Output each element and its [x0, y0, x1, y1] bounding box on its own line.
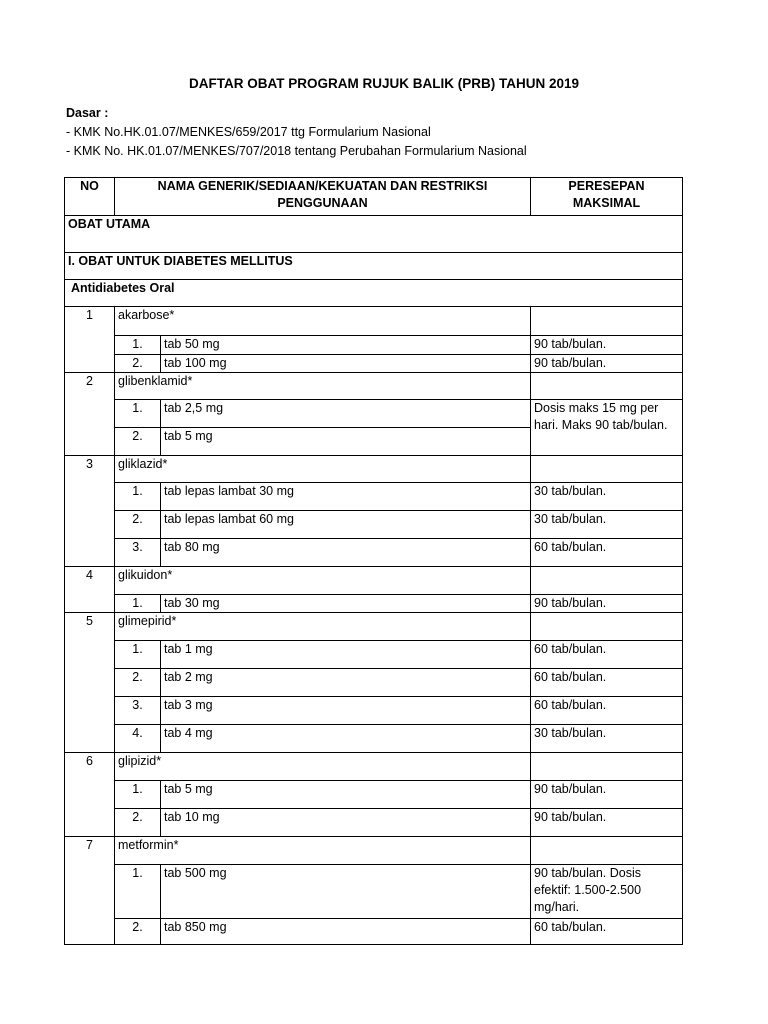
form-max-prescription: 60 tab/bulan.: [531, 539, 683, 567]
drug-row: [65, 373, 683, 400]
header-peresepan: PERESEPAN MAKSIMAL: [531, 178, 683, 216]
drug-name: glibenklamid*: [115, 373, 531, 400]
form-max-prescription: 90 tab/bulan.: [531, 336, 683, 355]
form-description: tab lepas lambat 60 mg: [161, 511, 531, 539]
form-description: tab 3 mg: [161, 697, 531, 725]
section-obat-utama: OBAT UTAMA: [65, 216, 683, 253]
dasar-line: - KMK No.HK.01.07/MENKES/659/2017 ttg Formularium Nasional: [66, 125, 431, 139]
dasar-line: - KMK No. HK.01.07/MENKES/707/2018 tentang Perubahan Formularium Nasional: [66, 144, 527, 158]
form-number: 1.: [115, 595, 161, 613]
form-max-prescription: 60 tab/bulan.: [531, 641, 683, 669]
form-number: 1.: [115, 483, 161, 511]
form-description: tab 80 mg: [161, 539, 531, 567]
form-description: tab 500 mg: [161, 865, 531, 919]
form-description: tab 2,5 mg: [161, 400, 531, 428]
drug-no: 4: [65, 567, 115, 613]
form-row: [65, 511, 683, 539]
drug-name: glikuidon*: [115, 567, 531, 595]
drug-max-empty: [531, 613, 683, 641]
form-max-prescription: 60 tab/bulan.: [531, 919, 683, 945]
form-max-prescription: 90 tab/bulan.: [531, 781, 683, 809]
form-number: 1.: [115, 865, 161, 919]
form-number: 2.: [115, 809, 161, 837]
drug-no: 3: [65, 456, 115, 567]
drug-max-empty: [531, 307, 683, 336]
form-number: 1.: [115, 336, 161, 355]
form-description: tab 1 mg: [161, 641, 531, 669]
form-max-prescription: 30 tab/bulan.: [531, 483, 683, 511]
drug-name: gliklazid*: [115, 456, 531, 483]
drug-name: glimepirid*: [115, 613, 531, 641]
drug-max-empty: [531, 373, 683, 400]
form-number: 2.: [115, 669, 161, 697]
form-max-prescription: 30 tab/bulan.: [531, 725, 683, 753]
form-description: tab 5 mg: [161, 781, 531, 809]
header-nama: NAMA GENERIK/SEDIAAN/KEKUATAN DAN RESTRIKSI PENGGUNAAN: [115, 178, 531, 216]
form-row: [65, 483, 683, 511]
form-description: tab 4 mg: [161, 725, 531, 753]
form-max-prescription: 90 tab/bulan.: [531, 809, 683, 837]
section-diabetes: I. OBAT UNTUK DIABETES MELLITUS: [65, 253, 683, 280]
form-description: tab 10 mg: [161, 809, 531, 837]
form-row: [65, 355, 683, 373]
table-header-row: [65, 178, 683, 216]
drug-max-empty: [531, 567, 683, 595]
drug-no: 6: [65, 753, 115, 837]
drug-no: 2: [65, 373, 115, 456]
form-number: 2.: [115, 919, 161, 945]
form-row: [65, 595, 683, 613]
drug-name: akarbose*: [115, 307, 531, 336]
form-number: 2.: [115, 355, 161, 373]
form-row: [65, 809, 683, 837]
drug-no: 7: [65, 837, 115, 945]
form-number: 2.: [115, 428, 161, 456]
form-number: 1.: [115, 400, 161, 428]
form-max-prescription: 90 tab/bulan. Dosis efektif: 1.500-2.500 mg/hari.: [531, 865, 683, 919]
drug-max-empty: [531, 456, 683, 483]
form-description: tab 100 mg: [161, 355, 531, 373]
form-max-prescription: 60 tab/bulan.: [531, 669, 683, 697]
subsection-row: [65, 280, 683, 307]
form-row: [65, 336, 683, 355]
form-description: tab 850 mg: [161, 919, 531, 945]
header-no: NO: [65, 178, 115, 216]
form-max-prescription: 90 tab/bulan.: [531, 355, 683, 373]
form-number: 3.: [115, 697, 161, 725]
form-number: 1.: [115, 641, 161, 669]
drug-table: [64, 177, 683, 945]
form-number: 1.: [115, 781, 161, 809]
form-row: [65, 781, 683, 809]
form-description: tab 50 mg: [161, 336, 531, 355]
dasar-label: Dasar :: [66, 106, 109, 120]
form-number: 2.: [115, 511, 161, 539]
form-row: [65, 725, 683, 753]
form-row: [65, 669, 683, 697]
drug-name: metformin*: [115, 837, 531, 865]
drug-row: [65, 837, 683, 865]
drug-no: 1: [65, 307, 115, 373]
subsection-antidiabetes: Antidiabetes Oral: [65, 280, 683, 307]
form-max-prescription: 60 tab/bulan.: [531, 697, 683, 725]
form-row: [65, 865, 683, 919]
form-number: 4.: [115, 725, 161, 753]
form-row: [65, 919, 683, 945]
form-row: [65, 697, 683, 725]
form-row: [65, 539, 683, 567]
drug-max-empty: [531, 753, 683, 781]
drug-row: [65, 456, 683, 483]
form-number: 3.: [115, 539, 161, 567]
drug-row: [65, 307, 683, 336]
drug-name: glipizid*: [115, 753, 531, 781]
drug-max-empty: [531, 837, 683, 865]
document-title: DAFTAR OBAT PROGRAM RUJUK BALIK (PRB) TAHUN 2019: [188, 76, 579, 91]
form-row: [65, 641, 683, 669]
section-row: [65, 216, 683, 253]
form-description: tab 30 mg: [161, 595, 531, 613]
form-max-prescription: 30 tab/bulan.: [531, 511, 683, 539]
drug-row: [65, 753, 683, 781]
form-description: tab 5 mg: [161, 428, 531, 456]
form-description: tab lepas lambat 30 mg: [161, 483, 531, 511]
form-max-prescription: Dosis maks 15 mg per hari. Maks 90 tab/bulan.: [531, 400, 683, 456]
form-row: [65, 400, 683, 428]
dasar-section: [66, 104, 527, 161]
form-max-prescription: 90 tab/bulan.: [531, 595, 683, 613]
drug-row: [65, 567, 683, 595]
drug-row: [65, 613, 683, 641]
drug-no: 5: [65, 613, 115, 753]
section-row: [65, 253, 683, 280]
form-description: tab 2 mg: [161, 669, 531, 697]
